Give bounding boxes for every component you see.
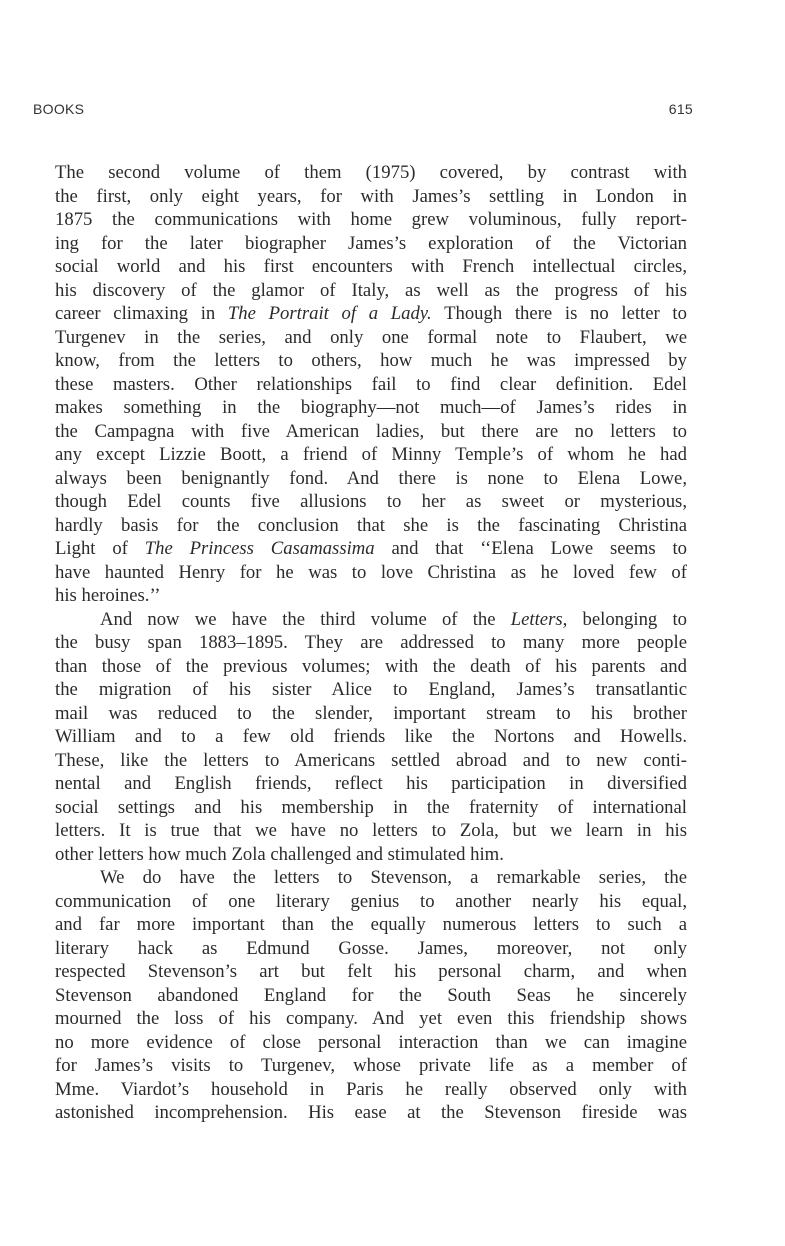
italic-title: The Princess Casamassima — [144, 538, 375, 559]
text-run: literary hack as Edmund Gosse. James, moreover, not only — [55, 937, 687, 959]
text-run: Mme. Viardot’s household in Paris he really observed only with — [55, 1078, 687, 1100]
text-run: and that ‘‘Elena Lowe seems to — [374, 538, 688, 559]
text-run: respected Stevenson’s art but felt his personal charm, and when — [55, 961, 687, 982]
text-run: always been benignantly fond. And there is none to Elena Lowe, — [55, 467, 687, 489]
text-line — [55, 279, 687, 303]
italic-title: The Portrait of a Lady. — [227, 303, 432, 324]
text-line — [55, 984, 687, 1008]
text-run: mourned the loss of his company. And yet even this friendship shows — [55, 1008, 687, 1029]
text-line — [55, 1031, 687, 1055]
text-line — [55, 349, 687, 373]
text-line — [55, 255, 687, 279]
text-run: We do have the letters to Stevenson, a remarkable series, the — [100, 867, 687, 888]
text-line — [55, 467, 687, 491]
text-line — [55, 584, 687, 608]
text-run: the first, only eight years, for with James’s settling in London in — [55, 185, 687, 207]
text-line — [55, 608, 687, 632]
text-line — [55, 420, 687, 444]
text-run: though Edel counts five allusions to her as sweet or mysterious, — [55, 491, 687, 512]
text-line — [55, 185, 687, 209]
text-run: letters. It is true that we have no letters to Zola, but we learn in his — [55, 820, 687, 841]
text-run: the Campagna with five American ladies, but there are no letters to — [55, 420, 687, 442]
text-line — [55, 443, 687, 467]
text-line — [55, 796, 687, 820]
text-run: these masters. Other relationships fail to find clear definition. Edel — [55, 373, 687, 395]
text-run: belonging to — [567, 608, 687, 630]
text-run: have haunted Henry for he was to love Christina as he loved few of — [55, 561, 687, 583]
text-line — [55, 960, 687, 984]
text-line — [55, 890, 687, 914]
text-run: for James’s visits to Turgenev, whose private life as a member of — [55, 1055, 687, 1076]
text-line — [55, 772, 687, 796]
text-line — [55, 749, 687, 773]
text-run: know, from the letters to others, how much he was impressed by — [55, 350, 687, 371]
text-run: social world and his first encounters with French intellectual circles, — [55, 256, 687, 277]
text-run: and far more important than the equally numerous letters to such a — [55, 914, 687, 935]
running-head — [33, 101, 693, 121]
text-line — [55, 326, 687, 350]
text-run: other letters how much Zola challenged and stimulated him. — [55, 843, 504, 865]
italic-title: Letters, — [510, 608, 568, 630]
text-line — [55, 1007, 687, 1031]
text-run: Turgenev in the series, and only one formal note to Flaubert, we — [55, 326, 687, 348]
text-run: William and to a few old friends like the Nortons and Howells. — [55, 726, 687, 747]
text-line — [55, 843, 687, 867]
text-line — [55, 819, 687, 843]
text-run: the busy span 1883–1895. They are addressed to many more people — [55, 632, 687, 653]
text-line — [55, 1054, 687, 1078]
text-run: no more evidence of close personal interaction than we can imagine — [55, 1031, 687, 1053]
text-line — [55, 655, 687, 679]
text-run: communication of one literary genius to another nearly his equal, — [55, 890, 687, 912]
text-line — [55, 1078, 687, 1102]
text-line — [55, 866, 687, 890]
body-text — [55, 161, 687, 1125]
text-line — [55, 302, 687, 326]
text-line — [55, 373, 687, 397]
text-line — [55, 1101, 687, 1125]
text-run: mail was reduced to the slender, important stream to his brother — [55, 702, 687, 724]
text-run: The second volume of them (1975) covered, by contrast with — [55, 162, 687, 183]
text-run: 1875 the communications with home grew voluminous, fully report- — [55, 209, 687, 230]
text-run: social settings and his membership in the fraternity of international — [55, 796, 687, 818]
text-run: nental and English friends, reflect his participation in diversified — [55, 773, 687, 794]
text-line — [55, 161, 687, 185]
page-number: 615 — [668, 101, 693, 117]
text-run: Light of — [55, 538, 145, 559]
text-run: astonished incomprehension. His ease at the Stevenson fireside was — [55, 1102, 687, 1123]
text-run: career climaxing in — [55, 303, 228, 324]
text-line — [55, 913, 687, 937]
text-line — [55, 537, 687, 561]
text-line — [55, 490, 687, 514]
text-line — [55, 396, 687, 420]
text-line — [55, 937, 687, 961]
text-run: the migration of his sister Alice to England, James’s transatlantic — [55, 679, 687, 700]
text-run: makes something in the biography—not much—of James’s rides in — [55, 397, 687, 418]
text-run: And now we have the third volume of the — [100, 608, 511, 630]
text-run: than those of the previous volumes; with the death of his parents and — [55, 655, 687, 677]
text-run: Though there is no letter to — [431, 303, 687, 324]
text-line — [55, 561, 687, 585]
text-run: any except Lizzie Boott, a friend of Minny Temple’s of whom he had — [55, 444, 687, 465]
text-line — [55, 631, 687, 655]
text-line — [55, 702, 687, 726]
text-run: his discovery of the glamor of Italy, as well as the progress of his — [55, 279, 687, 301]
text-line — [55, 232, 687, 256]
text-line — [55, 514, 687, 538]
text-line — [55, 208, 687, 232]
text-run: his heroines.’’ — [55, 585, 161, 606]
text-line — [55, 678, 687, 702]
text-line — [55, 725, 687, 749]
text-run: These, like the letters to Americans settled abroad and to new conti- — [55, 749, 687, 771]
section-title: BOOKS — [33, 101, 85, 117]
text-run: ing for the later biographer James’s exploration of the Victorian — [55, 232, 687, 254]
text-run: hardly basis for the conclusion that she is the fascinating Christina — [55, 514, 687, 536]
text-run: Stevenson abandoned England for the South Seas he sincerely — [55, 984, 687, 1006]
